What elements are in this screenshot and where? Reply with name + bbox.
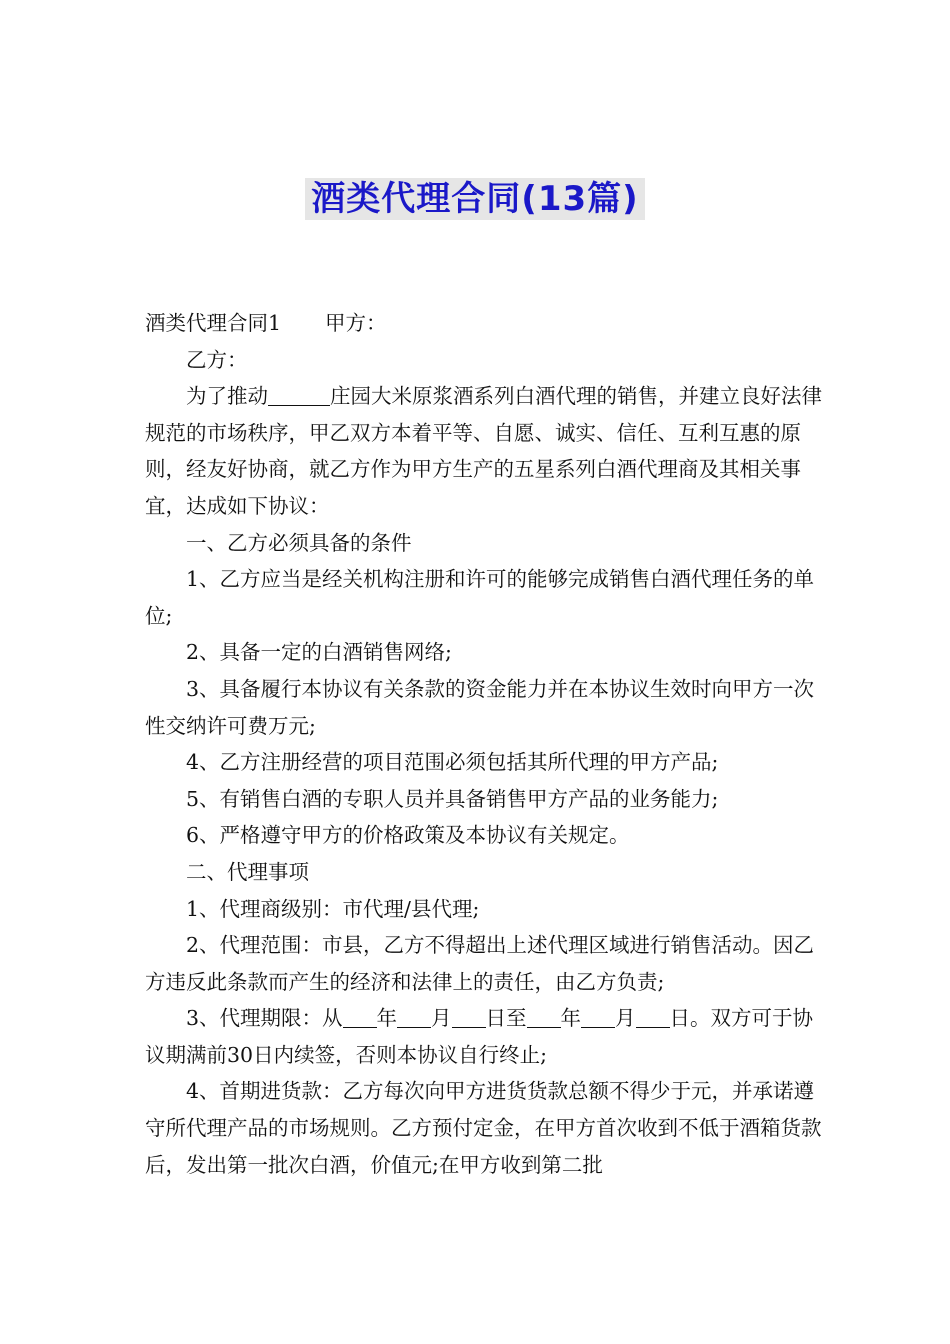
- section1-item: 3、具备履行本协议有关条款的资金能力并在本协议生效时向甲方一次性交纳许可费万元;: [145, 676, 815, 738]
- section1-item: 5、有销售白酒的专职人员并具备销售甲方产品的业务能力;: [186, 786, 719, 811]
- term-year: 年: [376, 1006, 398, 1031]
- term-pre: 3、代理期限：从: [186, 1006, 343, 1031]
- blank: [397, 1005, 431, 1028]
- term-day-to: 日至: [485, 1006, 527, 1031]
- blank: [527, 1005, 561, 1028]
- section2-item: 4、首期进货款：乙方每次向甲方进货货款总额不得少于元，并承诺遵守所代理产品的市场规则。乙方预付定金，在甲方首次收到不低于酒箱货款后，发出第一批次白酒，价值元;在甲方收到第二批: [145, 1079, 822, 1177]
- intro-pre: 为了推动: [186, 384, 268, 409]
- document-title: 酒类代理合同(13篇): [305, 178, 644, 220]
- title-container: [0, 178, 950, 220]
- blank: [452, 1005, 486, 1028]
- document-body: [145, 305, 825, 1183]
- section2-item: 1、代理商级别：市代理/县代理;: [186, 896, 480, 921]
- intro-post: 庄园大米原浆酒系列白酒代理的销售，并建立良好法律规范的市场秩序，甲乙双方本着平等、自愿、诚实、信任、互利互惠的原则，经友好协商，就乙方作为甲方生产的五星系列白酒代理商及其相关事宜，达成如下协议：: [145, 384, 822, 518]
- term-month: 月: [431, 1006, 452, 1031]
- section1-item: 2、具备一定的白酒销售网络;: [186, 640, 452, 665]
- party-b-label: 乙方：: [186, 347, 248, 372]
- term-day-end: 日。双方可于协议期满前30日内续签，否则本协议自行终止;: [145, 1006, 814, 1067]
- heading-line: [145, 305, 825, 342]
- section2-heading: 二、代理事项: [186, 859, 309, 884]
- blank: [581, 1005, 615, 1028]
- section2-item: 2、代理范围：市县，乙方不得超出上述代理区域进行销售活动。因乙方违反此条款而产生的经济和法律上的责任，由乙方负责;: [145, 933, 815, 994]
- section1-heading: 一、乙方必须具备的条件: [186, 530, 412, 555]
- section1-item: 4、乙方注册经营的项目范围必须包括其所代理的甲方产品;: [186, 750, 719, 775]
- party-a-label: 甲方：: [325, 311, 387, 335]
- term-year: 年: [560, 1006, 582, 1031]
- section1-item: 6、严格遵守甲方的价格政策及本协议有关规定。: [186, 823, 630, 848]
- section1-item: 1、乙方应当是经关机构注册和许可的能够完成销售白酒代理任务的单位;: [145, 567, 815, 628]
- blank: [636, 1005, 670, 1028]
- blank: [343, 1005, 377, 1028]
- name-blank: [268, 383, 330, 406]
- intro-paragraph: [145, 378, 825, 524]
- doc-label: 酒类代理合同1: [145, 311, 282, 335]
- section2-item-term: [145, 1000, 825, 1073]
- term-month: 月: [615, 1006, 636, 1031]
